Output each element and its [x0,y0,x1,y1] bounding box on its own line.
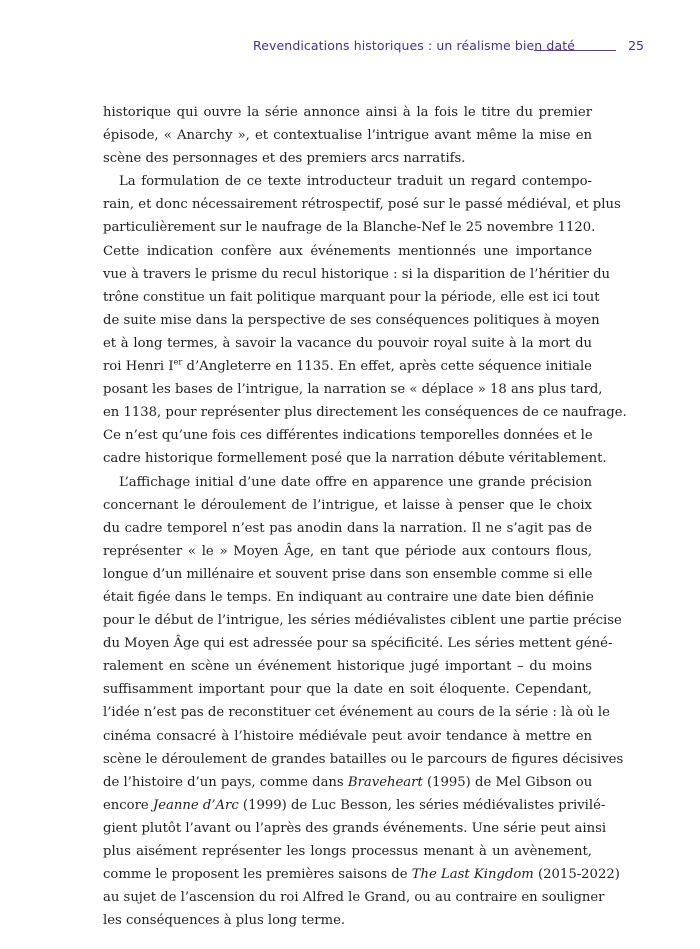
text-line: du cadre temporel n’est pas anodin dans la narration. Il ne s’agit pas de [103,520,592,536]
text-line: Ce n’est qu’une fois ces différentes indications temporelles données et le [103,428,593,444]
paragraph [103,471,624,933]
text-line: cinéma consacré à l’histoire médiévale peut avoir tendance à mettre en [103,728,592,744]
text-line: était figée dans le temps. En indiquant au contraire une date bien définie [103,589,594,605]
text-line: les conséquences à plus long terme. [103,913,346,929]
text-line: posant les bases de l’intrigue, la narration se « déplace » 18 ans plus tard, [103,382,603,398]
text-line: au sujet de l’ascension du roi Alfred le Grand, ou au contraire en souligner [103,890,605,906]
body-text [103,101,627,932]
text-line: de suite mise dans la perspective de ses conséquences politiques à moyen [103,312,600,328]
work-title: The Last Kingdom [411,867,534,883]
text-line: l’idée n’est pas de reconstituer cet événement au cours de la série : là où le [103,705,610,721]
text-line: scène des personnages et des premiers arcs narratifs. [103,151,466,167]
work-title: Braveheart [347,774,423,790]
page-number: 25 [628,38,644,53]
text-line: gient plutôt l’avant ou l’après des grands événements. Une série peut ainsi [103,820,607,836]
header-rule [534,50,616,51]
text-line: Cette indication confère aux événements mentionnés une importance [103,243,592,259]
text-line: scène le déroulement de grandes batailles ou le parcours de figures décisives [103,751,624,767]
paragraph [103,101,592,170]
text-line: épisode, « Anarchy », et contextualise l’intrigue avant même la mise en [103,128,592,144]
text-line: pour le début de l’intrigue, les séries médiévalistes ciblent une partie précise [103,613,622,629]
text-line: et à long termes, à savoir la vacance du pouvoir royal suite à la mort du [103,335,592,351]
running-head [253,38,644,56]
text-line: en 1138, pour représenter plus directement les conséquences de ce naufrage. [103,405,627,421]
text-line: L’affichage initial d’une date offre en apparence une grande précision [119,474,592,490]
running-title: Revendications historiques : un réalisme bien daté [253,38,575,53]
text-line: encore Jeanne d’Arc (1999) de Luc Besson, les séries médiévalistes privilé- [103,797,606,813]
text-line: comme le proposent les premières saisons de The Last Kingdom (2015-2022) [103,867,620,883]
text-line: trône constitue un fait politique marquant pour la période, elle est ici tout [103,289,600,305]
text-line: plus aisément représenter les longs processus menant à un avènement, [103,844,592,859]
text-line: La formulation de ce texte introducteur traduit un regard contempo- [119,174,592,190]
text-line: longue d’un millénaire et souvent prise dans son ensemble comme si elle [103,566,593,582]
text-line: représenter « le » Moyen Âge, en tant que période aux contours flous, [103,543,592,559]
paragraph [103,170,627,470]
text-line: historique qui ouvre la série annonce ainsi à la fois le titre du premier [103,105,592,120]
work-title: Jeanne d’Arc [152,797,239,813]
text-line: concernant le déroulement de l’intrigue, et laisse à penser que le choix [103,497,592,513]
text-line: vue à travers le prisme du recul historique : si la disparition de l’héritier du [103,266,611,282]
text-line: particulièrement sur le naufrage de la Blanche-Nef le 25 novembre 1120. [103,220,596,236]
text-line: roi Henri Ier d’Angleterre en 1135. En effet, après cette séquence initiale [103,356,592,375]
text-line: de l’histoire d’un pays, comme dans Braveheart (1995) de Mel Gibson ou [103,774,593,790]
text-line: rain, et donc nécessairement rétrospectif, posé sur le passé médiéval, et plus [103,197,621,213]
text-line: du Moyen Âge qui est adressée pour sa spécificité. Les séries mettent géné- [103,636,613,652]
text-line: ralement en scène un événement historique jugé important – du moins [103,659,592,675]
text-line: suffisamment important pour que la date en soit éloquente. Cependant, [103,682,592,698]
text-line: cadre historique formellement posé que la narration débute véritablement. [103,451,607,467]
